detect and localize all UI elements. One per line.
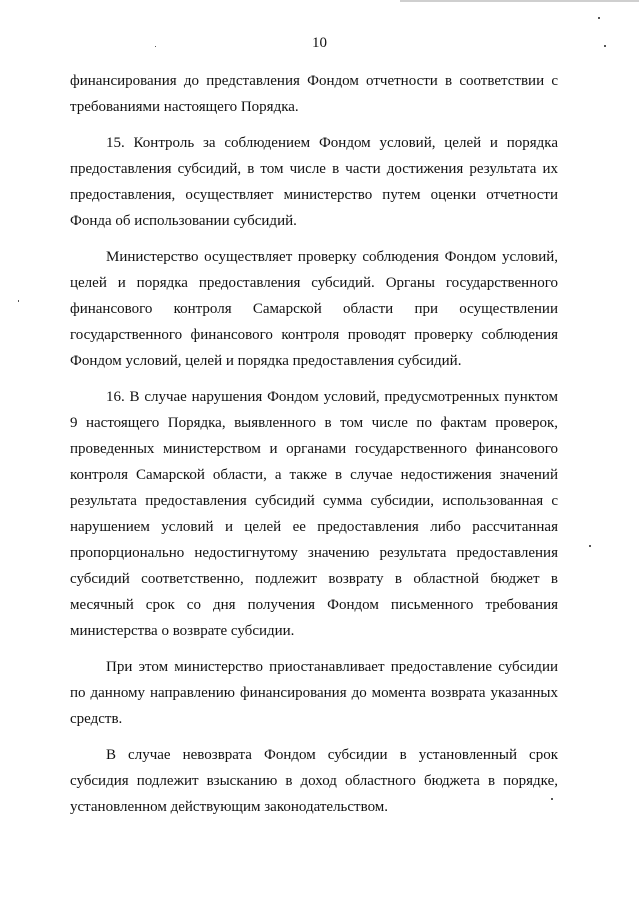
paragraph-item-16: 16. В случае нарушения Фондом условий, предусмотренных пунктом 9 настоящего Порядка, выявленного в том числе по фактам проверок, проведенных министерством и органами государственного финансового контроля Самарской области, а также в случае недостижения значений результата предоставления субсидий сумма субсидии, использованная с нарушением условий и целей ее предоставления либо рассчитанная пропорционально недостигнутому значению результата предоставления субсидий соответственно, подлежит возврату в областной бюджет в месячный срок со дня получения Фондом письменного требования министерства о возврате субсидии. <box>70 389 558 639</box>
paragraph-ministry-check: Министерство осуществляет проверку соблюдения Фондом условий, целей и порядка предоставления субсидий. Органы государственного финансового контроля Самарской области при осуществлении государственного финансового контроля проводят проверку соблюдения Фондом условий, целей и порядка предоставления субсидий. <box>70 249 558 369</box>
page-number: 10 <box>312 35 327 51</box>
scan-speck <box>551 798 553 800</box>
paragraph-continuation: финансирования до представления Фондом отчетности в соответствии с требованиями настоящего Порядка. <box>70 73 558 115</box>
scan-edge-line <box>400 0 639 2</box>
paragraph-item-15: 15. Контроль за соблюдением Фондом условий, целей и порядка предоставления субсидий, в том числе в части достижения результата их предоставления, осуществляет министерство путем оценки отчетности Фонда об использовании субсидий. <box>70 135 558 229</box>
paragraph-non-return: В случае невозврата Фондом субсидии в установленный срок субсидия подлежит взысканию в доход областного бюджета в порядке, установленном действующим законодательством. <box>70 747 558 815</box>
document-body <box>70 68 558 820</box>
scan-speck <box>604 45 606 47</box>
scan-speck <box>155 46 156 47</box>
scan-speck <box>589 545 591 547</box>
scan-speck <box>598 17 600 19</box>
scan-speck <box>18 300 19 302</box>
paragraph-suspension: При этом министерство приостанавливает предоставление субсидии по данному направлению финансирования до момента возврата указанных средств. <box>70 659 558 727</box>
